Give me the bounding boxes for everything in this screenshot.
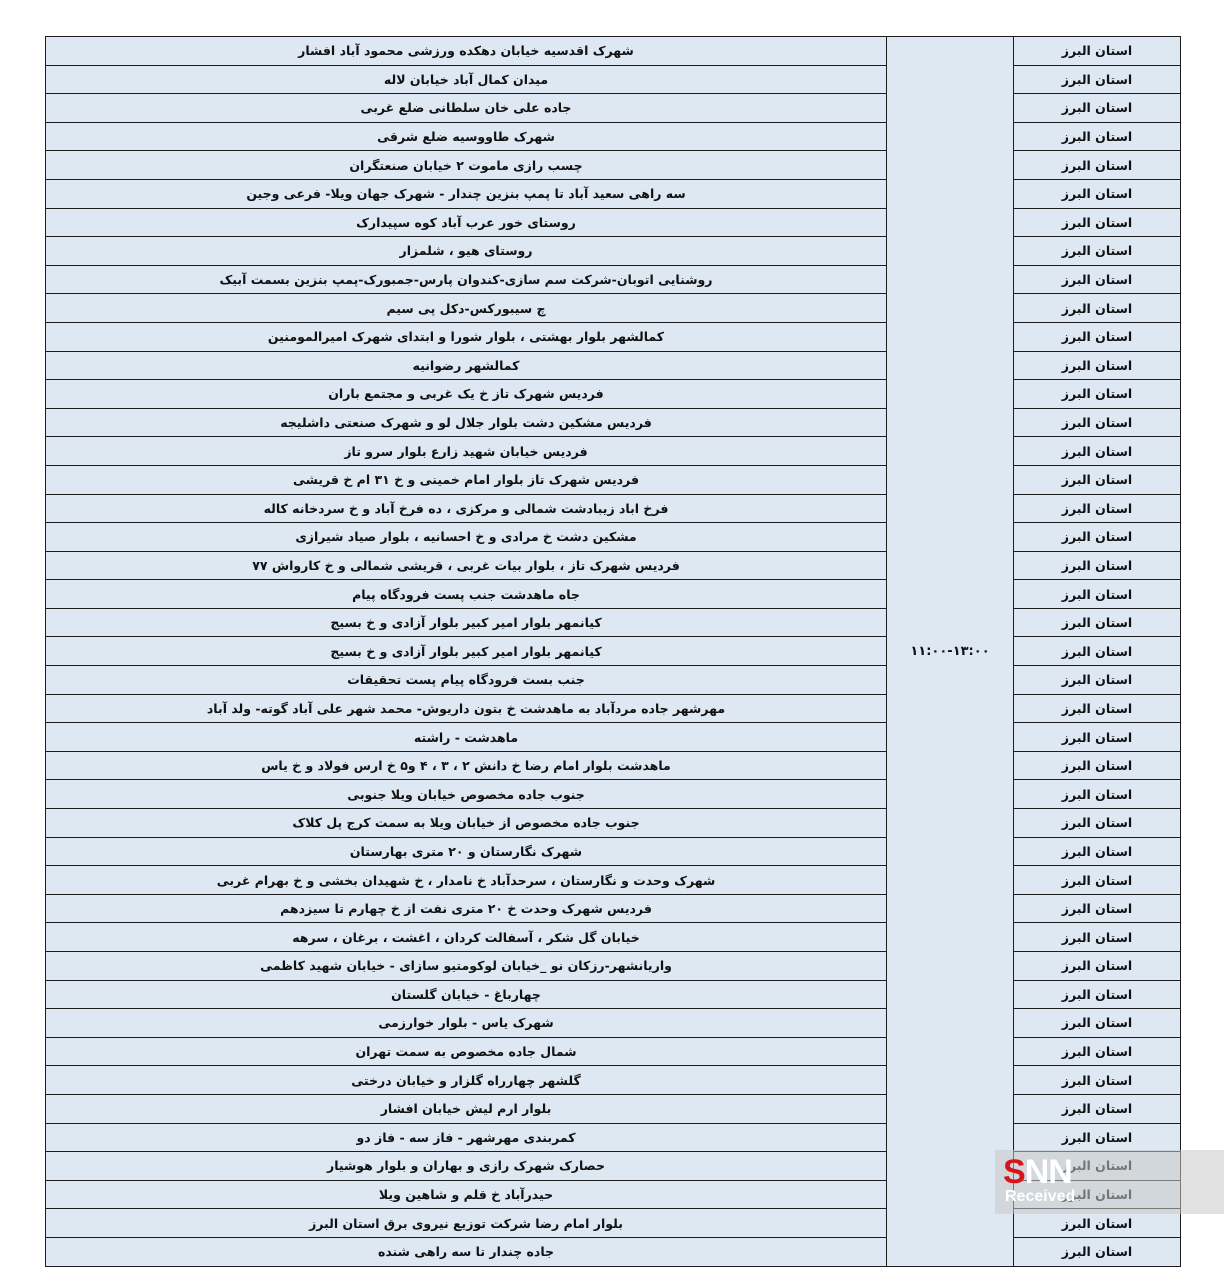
province-cell: استان البرز bbox=[1014, 894, 1181, 923]
province-cell: استان البرز bbox=[1014, 980, 1181, 1009]
area-cell: مشکین دشت خ مرادی و خ احسانیه ، بلوار صیاد شیرازی bbox=[46, 523, 887, 552]
area-cell: شهرک وحدت و نگارستان ، سرحدآباد خ نامدار ، خ شهیدان بخشی و خ بهرام غربی bbox=[46, 866, 887, 895]
province-cell: استان البرز bbox=[1014, 1123, 1181, 1152]
province-cell: استان البرز bbox=[1014, 208, 1181, 237]
province-cell: استان البرز bbox=[1014, 1237, 1181, 1266]
province-cell: استان البرز bbox=[1014, 809, 1181, 838]
province-cell: استان البرز bbox=[1014, 1094, 1181, 1123]
province-cell: استان البرز bbox=[1014, 322, 1181, 351]
area-cell: چسب رازی ماموت ۲ خیابان صنعتگران bbox=[46, 151, 887, 180]
area-cell: روستای هیو ، شلمزار bbox=[46, 237, 887, 266]
area-cell: کیانمهر بلوار امیر کبیر بلوار آزادی و خ بسیج bbox=[46, 608, 887, 637]
area-cell: فرخ اباد زیبادشت شمالی و مرکزی ، ده فرخ آباد و خ سردخانه کاله bbox=[46, 494, 887, 523]
province-cell: استان البرز bbox=[1014, 237, 1181, 266]
province-cell: استان البرز bbox=[1014, 551, 1181, 580]
area-cell: جنب بست فرودگاه پیام پست تحقیقات bbox=[46, 666, 887, 695]
area-cell: چ سیبورکس-دکل پی سیم bbox=[46, 294, 887, 323]
province-cell: استان البرز bbox=[1014, 151, 1181, 180]
area-cell: فردیس خیابان شهید زارع بلوار سرو تاز bbox=[46, 437, 887, 466]
area-cell: حصارک شهرک رازی و بهاران و بلوار هوشیار bbox=[46, 1152, 887, 1181]
province-cell: استان البرز bbox=[1014, 608, 1181, 637]
area-cell: گلشهر چهارراه گلزار و خیابان درختی bbox=[46, 1066, 887, 1095]
province-cell: استان البرز bbox=[1014, 952, 1181, 981]
area-cell: حیدرآباد خ قلم و شاهین ویلا bbox=[46, 1180, 887, 1209]
province-cell: استان البرز bbox=[1014, 437, 1181, 466]
area-cell: شهرک اقدسیه خیابان دهکده ورزشی محمود آباد افشار bbox=[46, 37, 887, 66]
area-cell: کمالشهر بلوار بهشتی ، بلوار شورا و ابتدای شهرک امیرالمومنین bbox=[46, 322, 887, 351]
province-cell: استان البرز bbox=[1014, 837, 1181, 866]
watermark-received-label: Received bbox=[1005, 1188, 1076, 1205]
province-cell: استان البرز bbox=[1014, 694, 1181, 723]
area-cell: ماهدشت - راشته bbox=[46, 723, 887, 752]
area-cell: فردیس مشکین دشت بلوار جلال لو و شهرک صنعتی داشلیجه bbox=[46, 408, 887, 437]
province-cell: استان البرز bbox=[1014, 866, 1181, 895]
area-cell: فردیس شهرک تاز ، بلوار بیات غربی ، قریشی شمالی و خ کارواش ۷۷ bbox=[46, 551, 887, 580]
area-cell: فردیس شهرک تاز بلوار امام خمینی و خ ۳۱ ام خ قریشی bbox=[46, 465, 887, 494]
area-cell: میدان کمال آباد خیابان لاله bbox=[46, 65, 887, 94]
province-cell: استان البرز bbox=[1014, 122, 1181, 151]
area-cell: شهرک طاووسیه ضلع شرقی bbox=[46, 122, 887, 151]
area-cell: مهرشهر جاده مردآباد به ماهدشت خ بتون داریوش- محمد شهر علی آباد گوته- ولد آباد bbox=[46, 694, 887, 723]
area-cell: خیابان گل شکر ، آسفالت کردان ، اغشت ، برغان ، سرهه bbox=[46, 923, 887, 952]
outage-schedule-table bbox=[45, 36, 1181, 1267]
area-cell: کمربندی مهرشهر - فاز سه - فاز دو bbox=[46, 1123, 887, 1152]
province-cell: استان البرز bbox=[1014, 465, 1181, 494]
snn-logo: SNN bbox=[1003, 1153, 1072, 1191]
area-cell: کیانمهر بلوار امیر کبیر بلوار آزادی و خ بسیج bbox=[46, 637, 887, 666]
snn-watermark bbox=[995, 1150, 1224, 1214]
area-cell: شهرک نگارستان و ۲۰ متری بهارستان bbox=[46, 837, 887, 866]
area-cell: جاده علی خان سلطانی ضلع غربی bbox=[46, 94, 887, 123]
province-cell: استان البرز bbox=[1014, 637, 1181, 666]
province-cell: استان البرز bbox=[1014, 1066, 1181, 1095]
province-cell: استان البرز bbox=[1014, 580, 1181, 609]
province-cell: استان البرز bbox=[1014, 265, 1181, 294]
area-cell: روشنایی اتوبان-شرکت سم سازی-کندوان پارس-جمبورک-پمپ بنزین بسمت آبیک bbox=[46, 265, 887, 294]
area-cell: جنوب جاده مخصوص خیابان ویلا جنوبی bbox=[46, 780, 887, 809]
area-cell: جنوب جاده مخصوص از خیابان ویلا به سمت کرج پل کلاک bbox=[46, 809, 887, 838]
province-cell: استان البرز bbox=[1014, 65, 1181, 94]
province-cell: استان البرز bbox=[1014, 494, 1181, 523]
province-cell: استان البرز bbox=[1014, 351, 1181, 380]
area-cell: شهرک یاس - بلوار خوارزمی bbox=[46, 1009, 887, 1038]
area-cell: فردیس شهرک تاز خ یک غربی و مجتمع باران bbox=[46, 380, 887, 409]
province-cell: استان البرز bbox=[1014, 179, 1181, 208]
province-cell: استان البرز bbox=[1014, 923, 1181, 952]
schedule-body bbox=[46, 37, 1181, 1267]
area-cell: جاه ماهدشت جنب پست فرودگاه پیام bbox=[46, 580, 887, 609]
province-cell: استان البرز bbox=[1014, 294, 1181, 323]
province-cell: استان البرز bbox=[1014, 1209, 1181, 1238]
time-range-cell: ۱۱:۰۰-۱۳:۰۰ bbox=[887, 37, 1014, 1267]
area-cell: جاده چندار تا سه راهی شنده bbox=[46, 1237, 887, 1266]
province-cell: استان البرز bbox=[1014, 723, 1181, 752]
area-cell: فردیس شهرک وحدت خ ۲۰ متری نفت از خ چهارم تا سیزدهم bbox=[46, 894, 887, 923]
province-cell: استان البرز bbox=[1014, 751, 1181, 780]
province-cell: استان البرز bbox=[1014, 1009, 1181, 1038]
area-cell: چهارباغ - خیابان گلستان bbox=[46, 980, 887, 1009]
province-cell: استان البرز bbox=[1014, 94, 1181, 123]
area-cell: واریانشهر-رزکان نو _خیابان لوکومتیو سازای - خیابان شهید کاظمی bbox=[46, 952, 887, 981]
province-cell: استان البرز bbox=[1014, 666, 1181, 695]
table-row bbox=[46, 37, 1181, 66]
province-cell: استان البرز bbox=[1014, 380, 1181, 409]
province-cell: استان البرز bbox=[1014, 780, 1181, 809]
area-cell: ماهدشت بلوار امام رضا خ دانش ۲ ، ۳ ، ۴ و۵ خ ارس فولاد و خ یاس bbox=[46, 751, 887, 780]
province-cell: استان البرز bbox=[1014, 523, 1181, 552]
area-cell: روستای خور عرب آباد کوه سپیدارک bbox=[46, 208, 887, 237]
area-cell: کمالشهر رضوانیه bbox=[46, 351, 887, 380]
area-cell: سه راهی سعید آباد تا پمپ بنزین چندار - شهرک جهان ویلا- فرعی وجین bbox=[46, 179, 887, 208]
province-cell: استان البرز bbox=[1014, 1037, 1181, 1066]
area-cell: بلوار ارم لیش خیابان افشار bbox=[46, 1094, 887, 1123]
area-cell: شمال جاده مخصوص به سمت تهران bbox=[46, 1037, 887, 1066]
province-cell: استان البرز bbox=[1014, 408, 1181, 437]
area-cell: بلوار امام رضا شرکت توزیع نیروی برق استان البرز bbox=[46, 1209, 887, 1238]
province-cell: استان البرز bbox=[1014, 37, 1181, 66]
